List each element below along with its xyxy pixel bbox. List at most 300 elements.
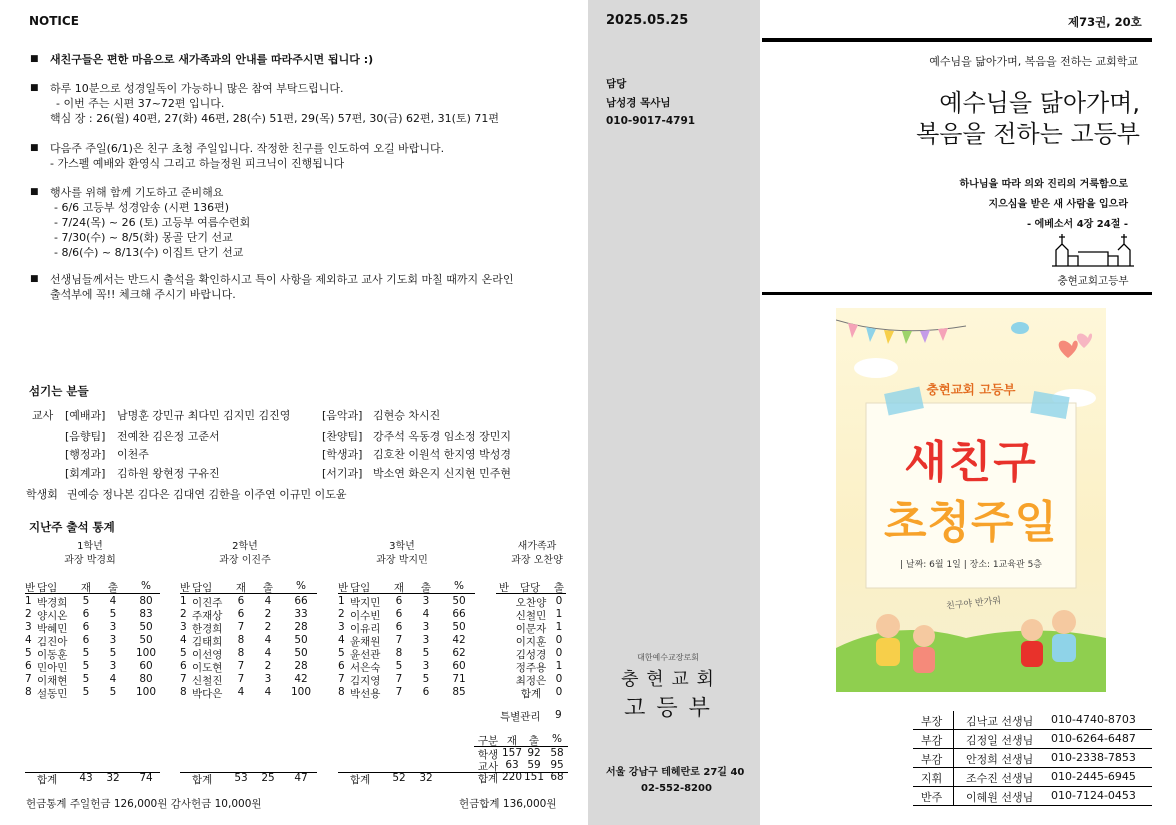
notice-line: 새친구들은 편한 마음으로 새가족과의 안내를 따라주시면 됩니다 :) <box>50 53 374 66</box>
verse-reference: - 에베소서 4장 24절 - <box>1026 219 1128 230</box>
table-cell: 학생 <box>477 749 499 761</box>
contact-label: 담당 <box>606 78 627 90</box>
contact-table <box>913 711 1152 806</box>
notice-title: NOTICE <box>29 14 79 28</box>
special-label: 특별관리 <box>500 711 541 723</box>
team-names: 김하원 왕현정 구유진 <box>117 467 220 480</box>
contact-name: 남성경 목사님 <box>606 97 671 109</box>
table-cell: 2 <box>25 608 32 620</box>
total-cell: 32 <box>419 772 433 784</box>
table-cell: 100 <box>290 686 312 698</box>
table-cell: 박지민 <box>350 597 381 609</box>
logo-dept-name: 고 등 부 <box>624 696 712 721</box>
contact-role: 지휘 <box>921 772 943 785</box>
column-header: 반 <box>25 582 36 594</box>
table-cell: 합계 <box>520 688 542 700</box>
table-cell: 6 <box>82 621 90 633</box>
table-cell: 3 <box>422 634 430 646</box>
table-cell: 6 <box>237 608 245 620</box>
team-names: 김호찬 이원석 한지영 박성경 <box>373 448 512 461</box>
table-cell: 5 <box>109 608 117 620</box>
contact-phone: 010-2338-7853 <box>1051 751 1136 764</box>
table-cell: 63 <box>505 759 519 771</box>
child-illustration <box>1052 634 1076 662</box>
contact-row <box>913 730 1152 749</box>
grade2-table <box>180 580 317 698</box>
column-header: 담임 <box>37 582 58 594</box>
contact-name: 김낙교 선생님 <box>966 715 1034 728</box>
bullet-icon: ■ <box>30 54 39 64</box>
column-header: 담임 <box>192 582 213 594</box>
column-header: 재 <box>393 582 405 594</box>
logo-denomination: 대한예수교장로회 <box>637 653 699 662</box>
table-cell: 3 <box>109 660 117 672</box>
grade-leader: 과장 박경희 <box>64 555 116 566</box>
logo-church-name: 충 현 교 회 <box>621 669 715 690</box>
table-cell: 7 <box>395 686 403 698</box>
contact-name: 안정희 선생님 <box>966 753 1034 766</box>
table-cell: 박경희 <box>37 597 68 609</box>
notice-line: - 7/24(목) ~ 26 (토) 고등부 여름수련회 <box>54 216 251 229</box>
poster-handwriting: 친구야 반가워 <box>945 596 1002 612</box>
cover-rule <box>762 292 1152 295</box>
table-cell: 5 <box>338 647 345 659</box>
table-cell: 6 <box>180 660 187 672</box>
table-cell: 7 <box>180 673 187 685</box>
table-cell: 50 <box>139 621 153 633</box>
table-cell: 60 <box>139 660 153 672</box>
notice-line: 출석부에 꼭!! 체크해 주시기 바랍니다. <box>50 288 236 301</box>
table-cell: 5 <box>82 647 90 659</box>
table-cell: 50 <box>452 621 466 633</box>
total-cell: 43 <box>79 772 93 784</box>
student-label: 학생회 <box>26 488 58 501</box>
table-cell: 이지훈 <box>515 636 547 648</box>
total-cell: 47 <box>294 772 308 784</box>
table-cell: 1 <box>25 595 32 607</box>
table-cell: 박다은 <box>192 688 223 700</box>
bunting-flag <box>938 328 948 341</box>
total-cell: 합계 <box>350 774 371 786</box>
table-cell: 김진아 <box>37 636 68 648</box>
table-cell: 이선영 <box>192 649 223 661</box>
grade1-table <box>25 580 160 698</box>
contact-role: 부감 <box>921 734 943 747</box>
total-cell: 32 <box>106 772 120 784</box>
table-cell: 8 <box>395 647 403 659</box>
table-cell: 7 <box>338 673 345 685</box>
column-header: 반 <box>498 582 510 594</box>
table-header <box>338 580 475 594</box>
grade-title: 새가족과 <box>517 541 557 552</box>
team-label: [음악과] <box>322 409 363 422</box>
table-cell: 5 <box>109 647 117 659</box>
table-cell: 5 <box>82 673 90 685</box>
table-cell: 이유리 <box>350 623 381 635</box>
column-divider <box>953 730 954 748</box>
grade-title: 3학년 <box>389 541 415 552</box>
table-cell: 1 <box>555 660 563 672</box>
invitation-poster <box>836 308 1106 692</box>
contact-row <box>913 768 1152 787</box>
issue-number: 제73권, 20호 <box>1068 15 1142 29</box>
bunting-flag <box>920 330 930 343</box>
table-cell: 3 <box>25 621 32 633</box>
table-cell: 박혜민 <box>37 623 68 635</box>
table-cell: 신철진 <box>192 675 223 687</box>
church-logo <box>612 652 724 722</box>
cover-title <box>820 88 1140 150</box>
table-cell: 58 <box>550 747 564 759</box>
table-cell: 정주용 <box>515 662 547 674</box>
verse-line: 하나님을 따라 의와 진리의 거룩함으로 <box>959 179 1128 190</box>
table-cell: 157 <box>502 747 523 759</box>
child-illustration <box>913 647 935 673</box>
table-cell: 3 <box>422 660 430 672</box>
table-cell: 6 <box>338 660 345 672</box>
notice-line: - 6/6 고등부 성경암송 (시편 136편) <box>54 201 229 214</box>
grade-leader: 과장 오찬양 <box>511 555 563 566</box>
bunting-flag <box>848 323 858 338</box>
grade-leader: 과장 이진주 <box>219 555 271 566</box>
finance-total: 헌금합계 136,000원 <box>459 798 557 810</box>
table-cell: 4 <box>25 634 32 646</box>
table-cell: 5 <box>82 660 90 672</box>
table-cell: 1 <box>180 595 187 607</box>
heart-balloon-icon <box>1059 341 1078 358</box>
attendance-title: 지난주 출석 통계 <box>29 520 115 534</box>
team-label: [찬양팀] <box>322 430 363 443</box>
table-cell: 50 <box>294 647 308 659</box>
table-cell: 151 <box>524 771 545 783</box>
table-cell: 4 <box>180 634 187 646</box>
contact-row <box>913 787 1152 806</box>
table-cell: 김태희 <box>192 636 223 648</box>
table-cell: 100 <box>135 686 157 698</box>
table-cell: 42 <box>294 673 308 685</box>
table-header <box>496 580 566 594</box>
table-cell: 50 <box>294 634 308 646</box>
table-cell: 1 <box>555 621 563 633</box>
table-cell: 2 <box>338 608 345 620</box>
child-illustration <box>1021 641 1043 667</box>
table-cell: 8 <box>338 686 345 698</box>
table-cell: 합계 <box>477 773 499 785</box>
cloud-icon <box>854 358 898 378</box>
table-cell: 5 <box>180 647 187 659</box>
cover-subtitle: 예수님을 닮아가며, 복음을 전하는 교회학교 <box>929 55 1138 68</box>
table-cell: 4 <box>264 634 272 646</box>
poster-church-name: 충현교회 고등부 <box>926 382 1016 397</box>
table-cell: 이진주 <box>192 597 223 609</box>
table-cell: 6 <box>82 608 90 620</box>
team-label: [행정과] <box>65 448 106 461</box>
notice-line: 선생님들께서는 반드시 출석을 확인하시고 특이 사항을 제외하고 교사 기도회 마칠 때까지 온라인 <box>50 273 514 286</box>
column-header: 반 <box>180 582 191 594</box>
bullet-icon: ■ <box>30 143 39 153</box>
table-cell: 3 <box>109 634 117 646</box>
table-cell: 3 <box>422 621 430 633</box>
table-cell: 220 <box>502 771 523 783</box>
team-label: [예배과] <box>65 409 106 422</box>
poster-info: | 날짜: 6월 1일 | 장소: 1교육관 5층 <box>900 560 1042 570</box>
team-names: 김현승 차시진 <box>373 409 441 422</box>
table-cell: 60 <box>452 660 466 672</box>
column-header: 반 <box>338 582 349 594</box>
table-cell: 8 <box>237 634 245 646</box>
table-cell: 0 <box>555 595 563 607</box>
table-cell: 5 <box>82 595 90 607</box>
table-cell: 8 <box>25 686 32 698</box>
table-cell: 한경희 <box>192 623 223 635</box>
table-cell: 92 <box>527 747 541 759</box>
table-cell: 4 <box>338 634 345 646</box>
table-cell: 8 <box>237 647 245 659</box>
newfamily-table <box>496 580 566 698</box>
table-cell: 김지영 <box>350 675 381 687</box>
contact-role: 부장 <box>921 715 943 728</box>
cover-title-line: 예수님을 닮아가며, <box>939 89 1140 117</box>
table-cell: 68 <box>550 771 564 783</box>
table-cell: 4 <box>109 595 117 607</box>
table-cell: 2 <box>264 660 272 672</box>
column-header: 재 <box>80 582 92 594</box>
bunting-flag <box>902 331 912 344</box>
table-cell: 59 <box>527 759 541 771</box>
column-header: 재 <box>235 582 247 594</box>
team-names: 강주석 옥동경 임소정 장민지 <box>373 430 512 443</box>
table-cell: 3 <box>264 673 272 685</box>
column-divider <box>953 787 954 805</box>
top-rule <box>762 38 1152 42</box>
verse-line: 지으심을 받은 새 사람을 입으라 <box>988 199 1128 210</box>
bunting-flag <box>866 327 876 342</box>
table-cell: 80 <box>139 673 153 685</box>
contact-role: 부감 <box>921 753 943 766</box>
cover-church-logo <box>1048 232 1138 287</box>
child-illustration <box>876 614 900 638</box>
child-illustration <box>1052 610 1076 634</box>
grade3-header <box>362 540 442 568</box>
table-cell: 6 <box>237 595 245 607</box>
table-cell: 윤선관 <box>350 649 381 661</box>
table-cell: 서은숙 <box>350 662 381 674</box>
table-cell: 4 <box>422 608 430 620</box>
contact-name: 김정일 선생님 <box>966 734 1034 747</box>
total-divider <box>474 772 568 773</box>
bunting-flag <box>884 330 894 344</box>
teacher-label: 교사 <box>32 409 54 422</box>
column-header: 출 <box>262 582 274 594</box>
table-cell: 85 <box>452 686 466 698</box>
column-header: 담임 <box>350 582 371 594</box>
table-cell: 66 <box>294 595 308 607</box>
contact-role: 반주 <box>921 791 943 804</box>
column-header: 출 <box>107 582 119 594</box>
table-cell: 3 <box>338 621 345 633</box>
team-label: [회계과] <box>65 467 106 480</box>
table-cell: 최정은 <box>515 675 547 687</box>
column-header: % <box>141 580 151 592</box>
dove-icon <box>1011 322 1029 334</box>
table-cell: 4 <box>264 686 272 698</box>
notice-line: - 가스펠 예배와 환영식 그리고 하늘정원 피크닉이 진행됩니다 <box>50 157 345 170</box>
table-cell: 6 <box>395 621 403 633</box>
table-cell: 5 <box>109 686 117 698</box>
table-cell: 7 <box>395 634 403 646</box>
table-cell: 7 <box>395 673 403 685</box>
table-cell: 7 <box>237 621 245 633</box>
child-illustration <box>1021 619 1043 641</box>
table-cell: 1 <box>338 595 345 607</box>
table-cell: 2 <box>264 608 272 620</box>
column-header: 담당 <box>519 582 541 594</box>
column-divider <box>953 768 954 786</box>
contact-phone: 010-2445-6945 <box>1051 770 1136 783</box>
table-cell: 7 <box>237 673 245 685</box>
total-cell: 53 <box>234 772 248 784</box>
column-header: 출 <box>528 735 540 747</box>
notice-line: - 이번 주는 시편 37~72편 입니다. <box>56 97 225 110</box>
table-cell: 6 <box>395 608 403 620</box>
table-cell: 5 <box>25 647 32 659</box>
table-cell: 6 <box>82 634 90 646</box>
bullet-icon: ■ <box>30 187 39 197</box>
poster-title-1: 새친구 <box>904 437 1038 488</box>
contact-row <box>913 711 1152 730</box>
table-header <box>474 734 568 747</box>
table-cell: 95 <box>550 759 564 771</box>
table-cell: 6 <box>422 686 430 698</box>
table-cell: 4 <box>237 686 245 698</box>
column-header: % <box>296 580 306 592</box>
grade1-header <box>50 540 130 568</box>
table-cell: 83 <box>139 608 153 620</box>
student-names: 권예승 정나본 김다은 김대연 김한을 이주연 이규민 이도윤 <box>67 488 347 501</box>
contact-row <box>913 749 1152 768</box>
notice-line: - 7/30(수) ~ 8/5(화) 몽골 단기 선교 <box>54 231 233 244</box>
team-names: 남명훈 강민규 최다민 김지민 김진영 <box>117 409 291 422</box>
cover-logo-text: 충현교회고등부 <box>1057 275 1129 287</box>
table-cell: 오찬양 <box>515 597 547 609</box>
contact-name: 이혜원 선생님 <box>966 791 1034 804</box>
table-cell: 민아민 <box>37 662 68 674</box>
table-cell: 이도현 <box>192 662 223 674</box>
table-header <box>25 580 160 594</box>
table-cell: 4 <box>264 647 272 659</box>
total-cell: 25 <box>261 772 275 784</box>
grade2-header <box>205 540 285 568</box>
table-cell: 6 <box>25 660 32 672</box>
staff-title: 섬기는 분들 <box>29 384 89 398</box>
column-header: 출 <box>553 582 565 594</box>
table-cell: 28 <box>294 621 308 633</box>
table-cell: 4 <box>264 595 272 607</box>
grade-leader: 과장 박지민 <box>376 555 428 566</box>
team-names: 전예찬 김은정 고준서 <box>117 430 220 443</box>
table-cell: 2 <box>180 608 187 620</box>
notice-line: 하루 10분으로 성경일독이 가능하니 많은 참여 부탁드립니다. <box>50 82 344 95</box>
table-cell: 교사 <box>477 761 499 773</box>
grade3-table <box>338 580 475 698</box>
table-cell: 2 <box>264 621 272 633</box>
table-cell: 80 <box>139 595 153 607</box>
table-cell: 주재상 <box>192 610 223 622</box>
contact-phone: 010-9017-4791 <box>606 115 696 127</box>
column-header: % <box>552 733 562 745</box>
table-cell: 5 <box>422 647 430 659</box>
heart-balloon-icon <box>1077 333 1092 348</box>
table-cell: 71 <box>452 673 466 685</box>
table-cell: 50 <box>139 634 153 646</box>
table-cell: 0 <box>555 647 563 659</box>
table-cell: 5 <box>395 660 403 672</box>
notice-line: - 8/6(수) ~ 8/13(수) 이집트 단기 선교 <box>54 246 244 259</box>
table-cell: 33 <box>294 608 308 620</box>
team-label: [학생과] <box>322 448 363 461</box>
column-divider <box>953 711 954 729</box>
table-cell: 김성경 <box>515 649 547 661</box>
grade-title: 2학년 <box>232 541 258 552</box>
finance-breakdown: 헌금통계 주일헌금 126,000원 감사헌금 10,000원 <box>26 798 262 810</box>
contact-phone: 010-4740-8703 <box>1051 713 1136 726</box>
team-names: 이천주 <box>117 448 149 461</box>
table-cell: 신철민 <box>515 610 547 622</box>
special-value: 9 <box>555 709 562 721</box>
column-header: % <box>454 580 464 592</box>
total-cell: 합계 <box>37 774 58 786</box>
table-cell: 50 <box>452 595 466 607</box>
notice-line: 다음주 주일(6/1)은 친구 초청 주일입니다. 작정한 친구를 인도하여 오길 바랍니다. <box>50 142 445 155</box>
notice-line: 행사를 위해 함께 기도하고 준비해요 <box>50 186 224 199</box>
table-cell: 1 <box>555 608 563 620</box>
table-cell: 4 <box>109 673 117 685</box>
team-label: [서기과] <box>322 467 363 480</box>
summary-table <box>474 734 568 784</box>
table-cell: 0 <box>555 634 563 646</box>
table-cell: 6 <box>395 595 403 607</box>
total-cell: 합계 <box>192 774 213 786</box>
bullet-icon: ■ <box>30 83 39 93</box>
notice-line: 핵심 장 : 26(월) 40편, 27(화) 46편, 28(수) 51편, 29(목) 57편, 30(금) 62편, 31(토) 71편 <box>50 112 499 125</box>
table-cell: 62 <box>452 647 466 659</box>
contact-name: 조수진 선생님 <box>966 772 1034 785</box>
bullet-icon: ■ <box>30 274 39 284</box>
column-divider <box>953 749 954 767</box>
table-cell: 66 <box>452 608 466 620</box>
church-phone: 02-552-8200 <box>641 783 712 794</box>
child-illustration <box>876 638 900 666</box>
church-address: 서울 강남구 테헤란로 27길 40 <box>606 767 745 778</box>
table-cell: 이문자 <box>515 623 547 635</box>
contact-phone: 010-6264-6487 <box>1051 732 1136 745</box>
cover-verse <box>860 175 1128 235</box>
table-cell: 설동민 <box>37 688 68 700</box>
table-cell: 5 <box>422 673 430 685</box>
table-header <box>180 580 317 594</box>
newfamily-header <box>497 540 577 568</box>
table-cell: 박선용 <box>350 688 381 700</box>
bulletin-date: 2025.05.25 <box>606 13 689 28</box>
table-cell: 100 <box>135 647 157 659</box>
table-cell: 28 <box>294 660 308 672</box>
church-building-icon <box>1048 232 1138 272</box>
table-cell: 3 <box>109 621 117 633</box>
total-cell: 52 <box>392 772 406 784</box>
table-cell: 3 <box>422 595 430 607</box>
child-illustration <box>913 625 935 647</box>
table-cell: 이동훈 <box>37 649 68 661</box>
